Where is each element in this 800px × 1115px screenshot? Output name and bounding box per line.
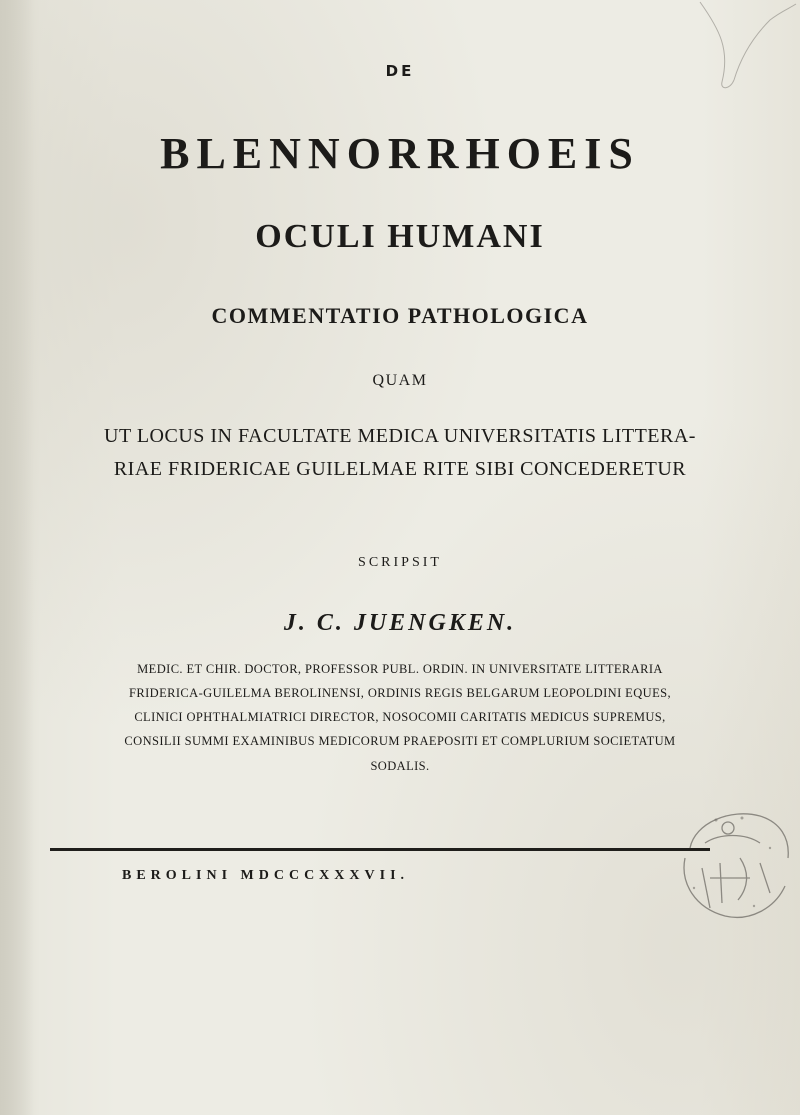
credentials-line: CONSILII SUMMI EXAMINIBUS MEDICORUM PRAEPOSITI ET COMPLURIUM SOCIETATUM [124,734,676,748]
credentials-line: SODALIS. [370,759,430,773]
credentials-line: CLINICI OPHTHALMIATRICI DIRECTOR, NOSOCOMII CARITATIS MEDICUS SUPREMUS, [134,710,666,724]
library-stamp [650,788,800,938]
scripsit-line: SCRIPSIT [358,555,442,570]
dedication-line-2: RIAE FRIDERICAE GUILELMAE RITE SIBI CONCEDERETUR [113,458,687,480]
imprint-rule [50,848,710,851]
credentials-line: MEDIC. ET CHIR. DOCTOR, PROFESSOR PUBL. ORDIN. IN UNIVERSITATE LITTERARIA [137,662,663,676]
imprint-line: BEROLINI MDCCCXXXVII. [122,868,410,883]
main-title: BLENNORRHOEIS [160,129,640,178]
credentials-line: FRIDERICA-GUILELMA BEROLINENSI, ORDINIS REGIS BELGARUM LEOPOLDINI EQUES, [129,686,671,700]
genre-line: COMMENTATIO PATHOLOGICA [211,303,589,328]
subtitle: OCULI HUMANI [255,218,545,255]
dedication-line-1: UT LOCUS IN FACULTATE MEDICA UNIVERSITATIS LITTERA- [104,425,696,447]
quam-line: QUAM [372,372,428,389]
title-preposition: DE [385,62,415,80]
pencil-mark [690,0,800,95]
author-name: J. C. JUENGKEN. [283,610,517,636]
